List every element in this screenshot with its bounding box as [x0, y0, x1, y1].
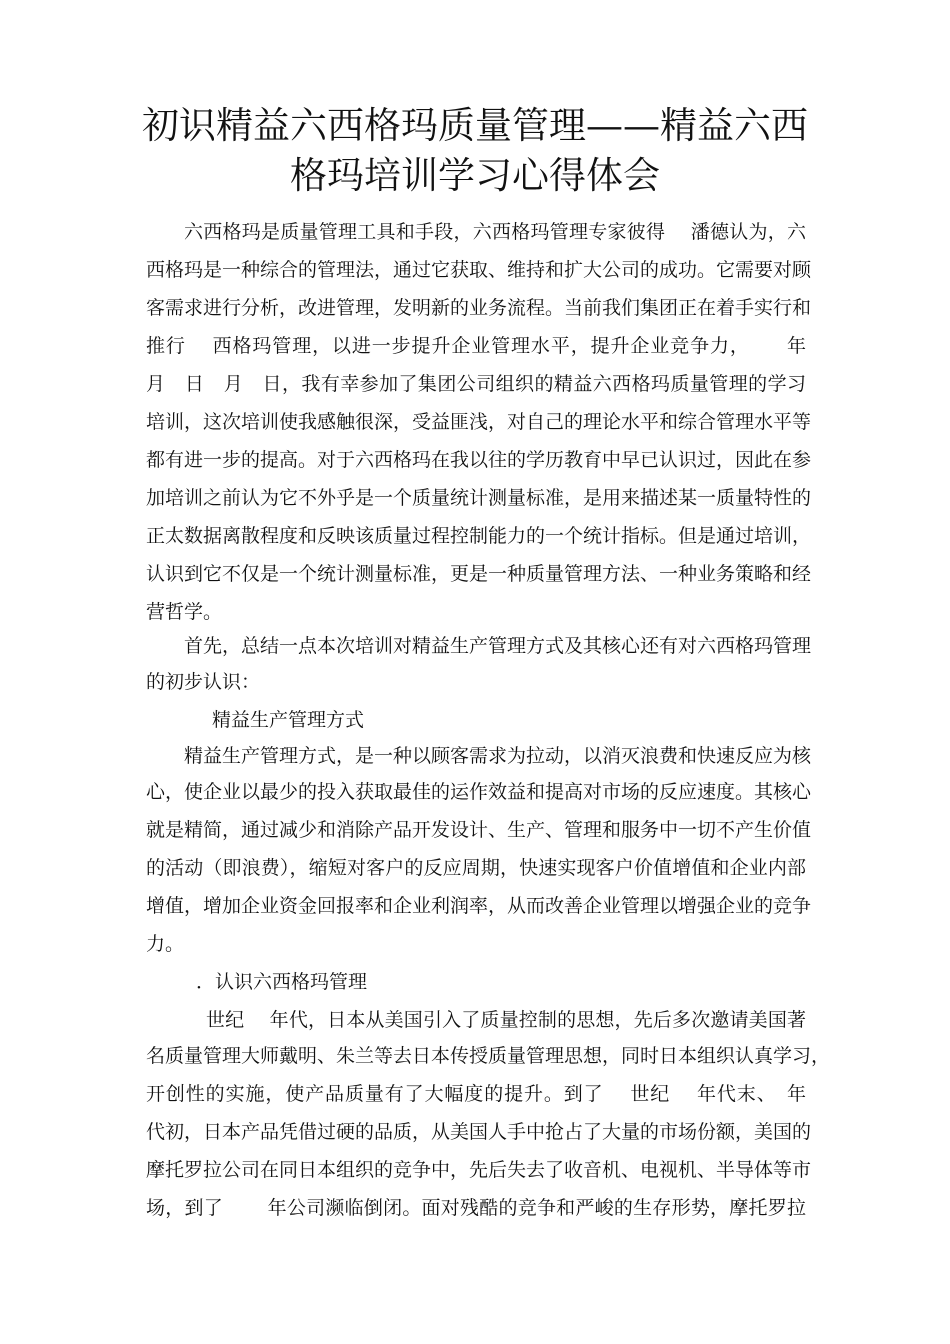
paragraph-line: 加培训之前认为它不外乎是一个质量统计测量标准，是用来描述某一质量特性的: [146, 487, 812, 509]
paragraph-line: 代初，日本产品凭借过硬的品质，从美国人手中抢占了大量的市场份额，美国的: [146, 1121, 812, 1143]
paragraph-line: 首先，总结一点本次培训对精益生产管理方式及其核心还有对六西格玛管理: [184, 635, 812, 657]
paragraph-line: 心，使企业以最少的投入获取最佳的运作效益和提高对市场的反应速度。其核心: [146, 781, 812, 803]
paragraph-line: 客需求进行分析，改进管理，发明新的业务流程。当前我们集团正在着手实行和: [146, 297, 812, 319]
paragraph-line: 认识到它不仅是一个统计测量标准，更是一种质量管理方法、一种业务策略和经: [146, 563, 812, 585]
paragraph-line: 的活动（即浪费），缩短对客户的反应周期，快速实现客户价值增值和企业内部: [146, 857, 806, 879]
paragraph-line: 培训，这次培训使我感触很深，受益匪浅，对自己的理论水平和综合管理水平等: [146, 411, 812, 433]
paragraph-line: 推行 西格玛管理，以进一步提升企业管理水平，提升企业竞争力， 年: [146, 335, 806, 357]
paragraph-line: 都有进一步的提高。对于六西格玛在我以往的学历教育中早已认识过，因此在参: [146, 449, 812, 471]
paragraph-line: 摩托罗拉公司在同日本组织的竞争中，先后失去了收音机、电视机、半导体等市: [146, 1159, 812, 1181]
paragraph-line: 西格玛是一种综合的管理法，通过它获取、维持和扩大公司的成功。它需要对顾: [146, 259, 812, 281]
paragraph-line: 的初步认识：: [146, 671, 261, 693]
paragraph-line: 世纪 年代，日本从美国引入了质量控制的思想，先后多次邀请美国著: [206, 1009, 806, 1031]
paragraph-line: 增值，增加企业资金回报率和企业利润率，从而改善企业管理以增强企业的竞争: [146, 895, 812, 917]
paragraph-line: 开创性的实施，使产品质量有了大幅度的提升。到了 世纪 年代末、 年: [146, 1083, 806, 1105]
paragraph-line: 名质量管理大师戴明、朱兰等去日本传授质量管理思想，同时日本组织认真学习，: [146, 1045, 831, 1067]
paragraph-line: 力。: [146, 933, 185, 955]
section-heading: ．认识六西格玛管理: [196, 971, 368, 993]
paragraph-line: 营哲学。: [146, 601, 223, 623]
paragraph-line: 精益生产管理方式，是一种以顾客需求为拉动，以消灭浪费和快速反应为核: [184, 745, 812, 767]
section-heading: 精益生产管理方式: [212, 709, 365, 731]
paragraph-line: 场，到了 年公司濒临倒闭。面对残酷的竞争和严峻的生存形势，摩托罗拉: [146, 1197, 806, 1219]
document-title-line-2: 格玛培训学习心得体会: [290, 154, 660, 197]
paragraph-line: 正太数据离散程度和反映该质量过程控制能力的一个统计指标。但是通过培训，: [146, 525, 812, 547]
paragraph-line: 就是精简，通过减少和消除产品开发设计、生产、管理和服务中一切不产生价值: [146, 819, 812, 841]
paragraph-line: 六西格玛是质量管理工具和手段，六西格玛管理专家彼得 潘德认为，六: [184, 221, 806, 243]
paragraph-line: 月 日 月 日，我有幸参加了集团公司组织的精益六西格玛质量管理的学习: [146, 373, 806, 395]
document-title-line-1: 初识精益六西格玛质量管理——精益六西: [142, 104, 808, 147]
